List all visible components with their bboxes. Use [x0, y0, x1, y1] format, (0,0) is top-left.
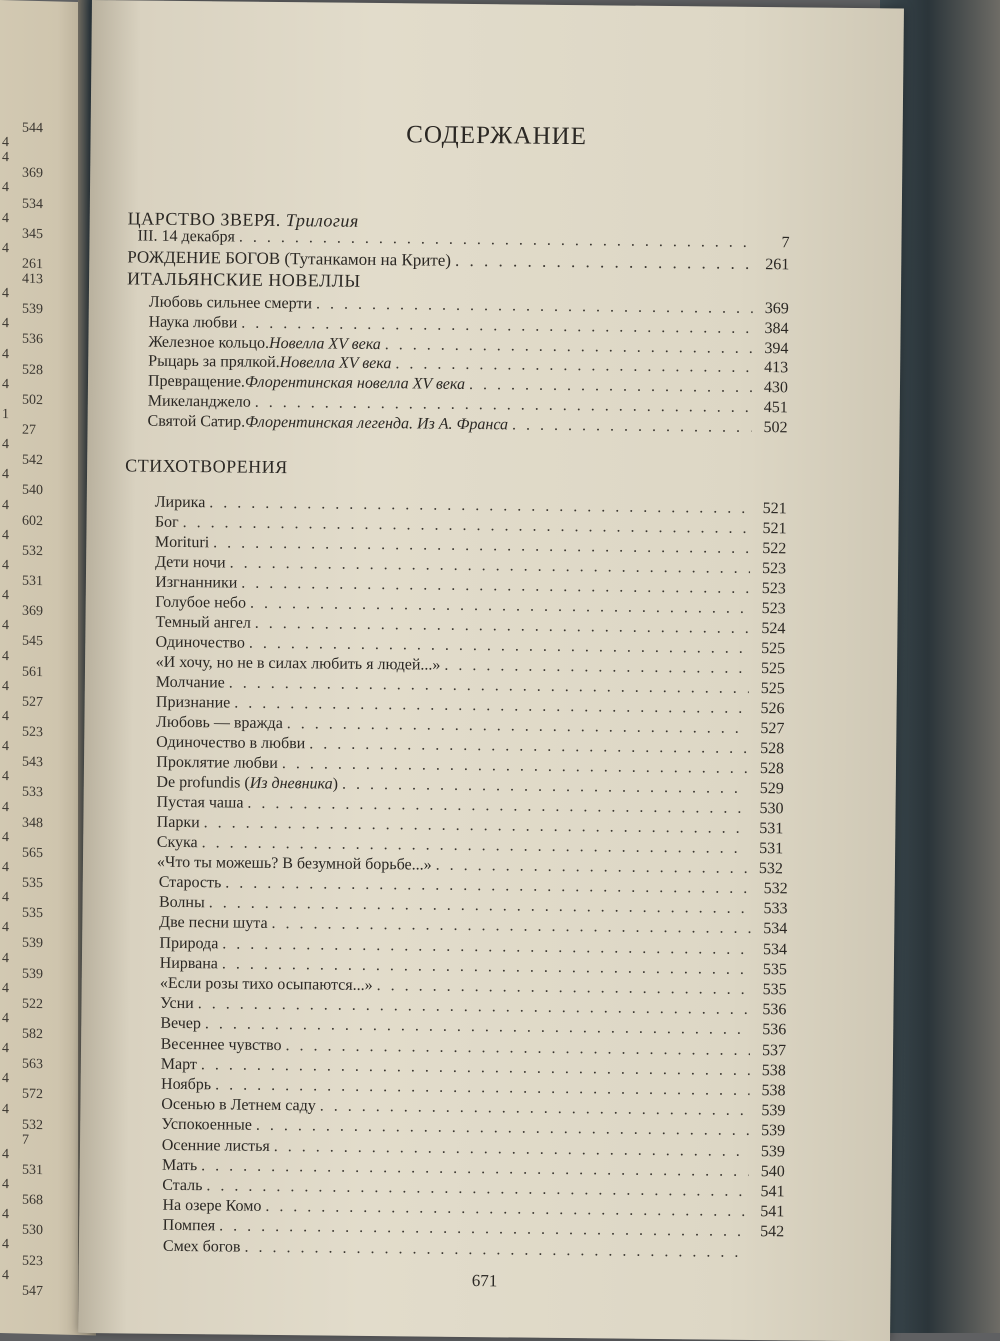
leader-dots [455, 251, 753, 274]
toc-entry-page: 521 [754, 519, 786, 539]
toc-entry-page: 369 [757, 299, 789, 319]
toc-entry-title: De profundis ( [156, 773, 250, 794]
toc-entry-page: 502 [755, 418, 787, 438]
toc-entry-page: 525 [753, 639, 785, 659]
left-page-number: 530 [22, 1223, 43, 1240]
toc-entry-title: Признание [156, 693, 231, 714]
toc-entry-subtitle: Новелла XV века [269, 333, 381, 354]
toc-entry-page: 536 [754, 1000, 786, 1020]
toc-entry-title: Железное кольцо. [148, 332, 269, 353]
toc-entry-page: 7 [757, 233, 789, 253]
left-page-number: 4 [2, 981, 9, 997]
left-page-number: 413 [22, 272, 43, 289]
left-page-number: 527 [22, 694, 43, 711]
left-page-number: 561 [22, 664, 43, 681]
left-page-number: 563 [22, 1057, 43, 1074]
toc-entry-page: 541 [752, 1182, 784, 1202]
left-page-number: 4 [2, 1237, 9, 1253]
toc-entry-title: Успокоенные [161, 1115, 252, 1136]
toc-entry-title: Сталь [162, 1176, 202, 1196]
toc-entry-title: Парки [157, 813, 200, 833]
left-page-number: 348 [22, 815, 43, 832]
toc-entry-page: 523 [754, 599, 786, 619]
left-page-number: 369 [22, 604, 43, 621]
left-page-number: 369 [22, 166, 43, 183]
toc-entry-page: 532 [756, 879, 788, 899]
left-page-number: 522 [22, 996, 43, 1013]
left-page-number: 568 [22, 1193, 43, 1210]
toc-entry-page: 522 [754, 539, 786, 559]
left-page-number: 4 [2, 377, 9, 393]
toc-entry-title: Бог [155, 513, 179, 533]
toc-entry-title: Нирвана [160, 954, 218, 975]
left-page-number: 528 [22, 362, 43, 379]
left-page-number: 542 [22, 453, 43, 470]
left-page-number: 539 [22, 966, 43, 983]
left-page-number: 4 [2, 1011, 9, 1027]
toc-entry-title: Вечер [160, 1014, 201, 1034]
left-page-number: 345 [22, 226, 43, 243]
left-page-number: 4 [2, 830, 9, 846]
left-page-number: 545 [22, 634, 43, 651]
left-page-number: 532 [22, 543, 43, 560]
left-page-number: 502 [22, 392, 43, 409]
left-page-number: 4 [2, 860, 9, 876]
left-page-number: 4 [2, 1207, 9, 1223]
left-page-number: 547 [22, 1283, 43, 1300]
toc-entry-title: Любовь сильнее смерти [149, 293, 312, 315]
toc-entry-page: 526 [752, 699, 784, 719]
left-page-number: 7 [22, 1132, 29, 1148]
section-heading-novellas: ИТАЛЬЯНСКИЕ НОВЕЛЛЫ [127, 268, 361, 291]
left-page-number: 544 [22, 121, 43, 138]
toc-entry-page: 523 [754, 579, 786, 599]
left-page-number: 1 [2, 407, 9, 423]
toc-entry-page: 524 [753, 619, 785, 639]
left-page-number: 4 [2, 1268, 9, 1284]
toc-entry-title: Смех богов [163, 1236, 241, 1257]
left-page-number: 4 [2, 286, 9, 302]
toc-entry-page: 538 [753, 1081, 785, 1101]
toc-entry-page: 530 [751, 799, 783, 819]
toc-entry-title: Проклятие любви [156, 753, 278, 774]
left-page-number: 4 [2, 1177, 9, 1193]
left-page-number: 4 [2, 679, 9, 695]
section-heading-poems: СТИХОТВОРЕНИЯ [125, 455, 288, 478]
toc-entry-page: 528 [752, 739, 784, 759]
toc-entry-title: Любовь — вражда [156, 713, 283, 734]
toc-entry-page: 541 [752, 1202, 784, 1222]
toc-entry-title: Наука любви [149, 312, 238, 333]
toc-entry-page: 534 [755, 919, 787, 939]
toc-entry-page: 529 [752, 779, 784, 799]
left-page-number: 4 [2, 739, 9, 755]
left-page-number: 565 [22, 845, 43, 862]
left-page-number: 602 [22, 513, 43, 530]
toc-entry-title: Скука [157, 833, 198, 853]
left-page-number: 539 [22, 936, 43, 953]
toc-entry-title: Темный ангел [155, 613, 251, 634]
toc-entry-page: 539 [753, 1142, 785, 1162]
toc-entry-title: Святой Сатир. [147, 411, 245, 432]
leader-dots [244, 1237, 748, 1262]
left-page-number: 4 [2, 800, 9, 816]
toc-entry-page: 521 [755, 499, 787, 519]
toc-entry-page: 534 [755, 940, 787, 960]
toc-entry-title: Осенние листья [162, 1135, 270, 1156]
left-page-number: 4 [2, 588, 9, 604]
left-page-number: 4 [2, 1071, 9, 1087]
left-page-number: 4 [2, 211, 9, 227]
left-page-number: 4 [2, 1102, 9, 1118]
toc-entry-title: Старость [159, 873, 222, 894]
toc-entry-page: 430 [756, 378, 788, 398]
toc-entry-title: Молчание [156, 673, 225, 694]
left-page-number: 572 [22, 1087, 43, 1104]
toc-entry-title: Осенью в Летнем саду [161, 1095, 316, 1117]
left-page-number: 4 [2, 769, 9, 785]
left-page-number: 531 [22, 574, 43, 591]
section-heading-tsarstvo: ЦАРСТВО ЗВЕРЯ. Трилогия [128, 208, 359, 231]
left-page-number: 533 [22, 785, 43, 802]
toc-entry-title: «И хочу, но не в силах любить я людей...» [156, 653, 441, 676]
toc-entry-page: 384 [756, 319, 788, 339]
left-page-number: 4 [2, 649, 9, 665]
left-page-number: 539 [22, 302, 43, 319]
left-page-number: 4 [2, 1041, 9, 1057]
toc-entry-title: Пустая чаша [156, 793, 243, 814]
toc-entry-title: Помпея [163, 1216, 216, 1237]
left-page-number: 4 [2, 558, 9, 574]
toc-entry-title: III. 14 декабря [137, 226, 235, 247]
toc-entry-page: 535 [755, 980, 787, 1000]
left-page-number: 4 [2, 498, 9, 514]
toc-entry-title: Усни [160, 994, 194, 1014]
left-page-number: 536 [22, 332, 43, 349]
toc-entry-title: Рыцарь за прялкой. [148, 352, 280, 373]
toc-entry-title: Одиночество в любви [156, 733, 305, 755]
left-page-number: 27 [22, 423, 36, 439]
toc-entry-page: 535 [755, 960, 787, 980]
left-page-number: 4 [2, 1147, 9, 1163]
toc-entry-page: 537 [754, 1041, 786, 1061]
toc-entry-title: Весеннее чувство [161, 1034, 282, 1055]
left-page-number: 540 [22, 483, 43, 500]
toc-entry-page: 525 [753, 679, 785, 699]
toc-entry-page: 539 [753, 1101, 785, 1121]
left-page-number: 523 [22, 1253, 43, 1270]
toc-entry-title: Ноябрь [161, 1075, 211, 1096]
left-page-number: 4 [2, 920, 9, 936]
toc-entry-page: 527 [752, 719, 784, 739]
toc-entry-subtitle: Новелла XV века [280, 353, 392, 374]
toc-entry-page: 413 [756, 358, 788, 378]
toc-entry-page: 531 [751, 839, 783, 859]
page-number: 671 [79, 1267, 891, 1296]
toc-entry-page: 533 [755, 899, 787, 919]
page-title: СОДЕРЖАНИЕ [90, 118, 902, 155]
left-page-number: 4 [2, 467, 9, 483]
leader-dots [512, 415, 752, 438]
left-page-number: 4 [2, 951, 9, 967]
left-page-number: 4 [2, 241, 9, 257]
left-page-number: 535 [22, 906, 43, 923]
toc-entry-subtitle: Из дневника [250, 774, 333, 795]
toc-entry-page: 539 [753, 1121, 785, 1141]
toc-entry-title: РОЖДЕНИЕ БОГОВ (Тутанкамон на Крите) [127, 247, 451, 270]
left-page-number: 535 [22, 876, 43, 893]
toc-entry-title: Мать [162, 1156, 197, 1176]
toc-entry-page: 523 [754, 559, 786, 579]
toc-entry-page: 532 [751, 859, 783, 879]
toc-entry-tail: ) [333, 775, 339, 795]
toc-entry-page: 528 [752, 759, 784, 779]
left-page-number: 534 [22, 196, 43, 213]
left-page-number: 4 [2, 528, 9, 544]
toc-entry-title: Лирика [155, 493, 206, 514]
left-page-number: 543 [22, 755, 43, 772]
toc-entry-title: Микеланджело [148, 392, 251, 413]
left-page-number: 4 [2, 135, 9, 151]
left-page-number: 4 [2, 437, 9, 453]
toc-entry-title: Одиночество [155, 633, 244, 654]
toc-entry-title: «Что ты можешь? В безумной борьбе...» [157, 853, 432, 876]
toc-entry-title: Изгнанники [155, 573, 237, 594]
left-page-number: 261 [22, 256, 43, 273]
left-page-number: 4 [2, 618, 9, 634]
left-page-number: 4 [2, 890, 9, 906]
contents-page [78, 0, 904, 1341]
left-page-number: 532 [22, 1117, 43, 1134]
toc-entry-page: 531 [751, 819, 783, 839]
left-page-number: 523 [22, 725, 43, 742]
left-page-number: 4 [2, 150, 9, 166]
left-page-number: 4 [2, 316, 9, 332]
toc-entry-title: Две песни шута [159, 913, 268, 934]
toc-entry-title: Morituri [155, 533, 209, 554]
toc-entry-title: Превращение. [148, 372, 245, 393]
toc-entry-title: Март [161, 1055, 197, 1075]
toc-entry-page: 451 [756, 398, 788, 418]
left-page-number: 4 [2, 180, 9, 196]
toc-entry-title: На озере Комо [162, 1196, 261, 1217]
toc-entry-title: Дети ночи [155, 553, 226, 574]
toc-entry-page: 261 [757, 255, 789, 275]
left-page-number: 582 [22, 1027, 43, 1044]
toc-entry-subtitle: Флорентинская легенда. Из А. Франса [245, 412, 508, 435]
toc-entry-page: 394 [756, 339, 788, 359]
toc-entry-page: 538 [754, 1061, 786, 1081]
toc-entry-title: «Если розы тихо осыпаются...» [160, 974, 373, 996]
toc-entry-page: 525 [753, 659, 785, 679]
toc-entry-page: 540 [753, 1162, 785, 1182]
toc-entry-page: 542 [752, 1222, 784, 1242]
toc-entry-subtitle: Флорентинская новелла XV века [245, 373, 465, 395]
toc-entry-title: Природа [159, 933, 218, 954]
left-page-number: 4 [2, 709, 9, 725]
left-page-number: 531 [22, 1162, 43, 1179]
left-page-number: 4 [2, 347, 9, 363]
toc-entry-title: Голубое небо [155, 593, 246, 614]
toc-entry-title: Волны [159, 893, 205, 913]
toc-entry-page: 536 [754, 1020, 786, 1040]
